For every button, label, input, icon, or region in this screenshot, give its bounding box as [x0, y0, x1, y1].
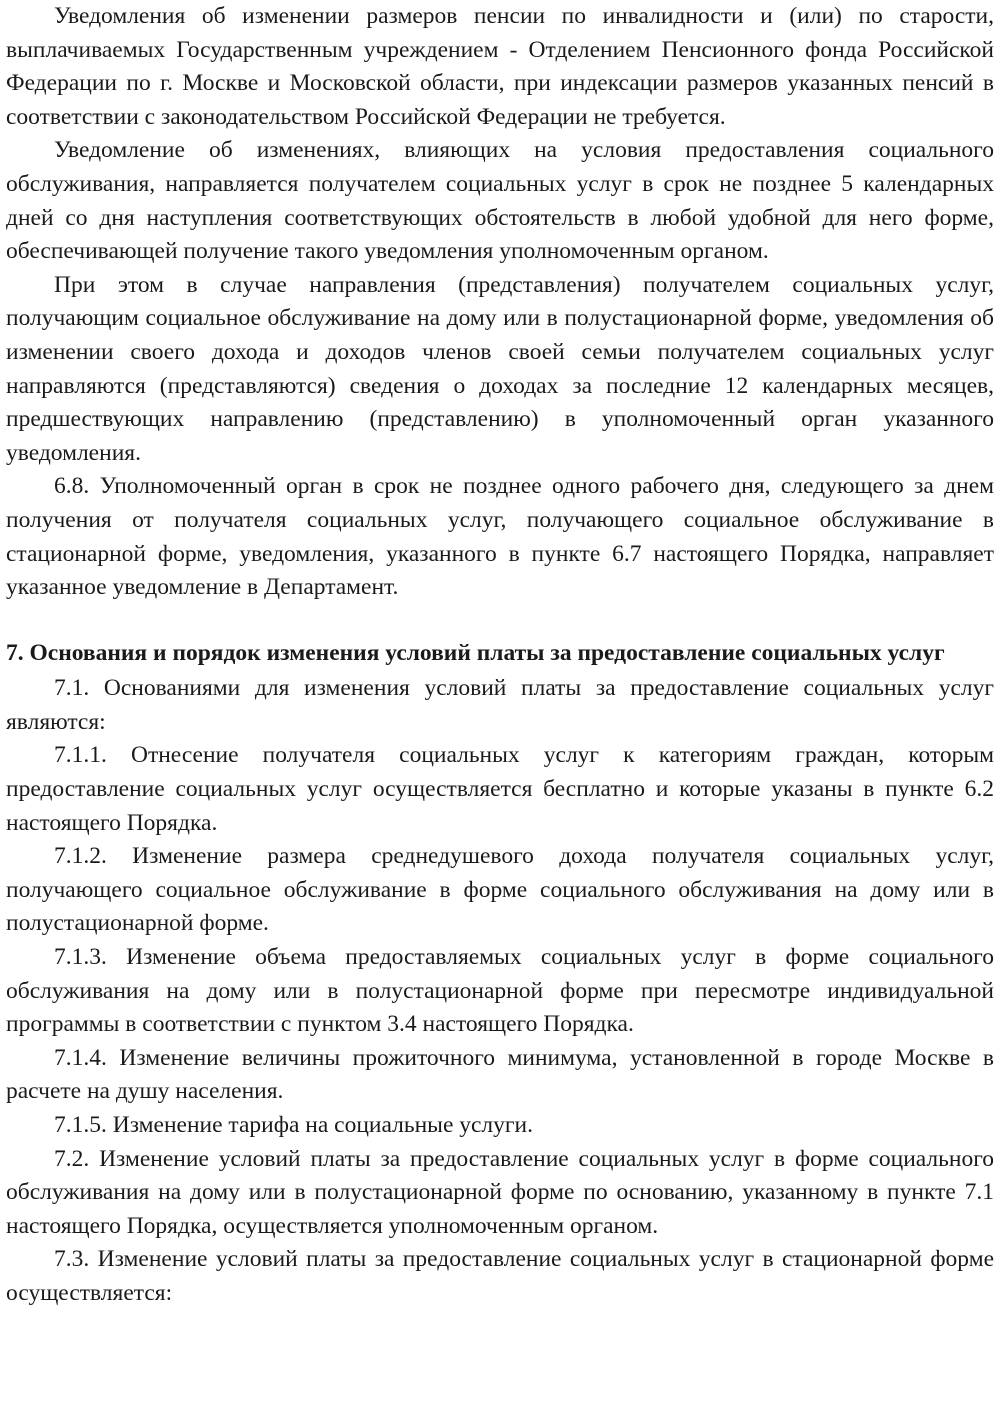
paragraph-7-1-4: 7.1.4. Изменение величины прожиточного минимума, установленной в городе Москве в расчете на душу населения. [6, 1044, 994, 1105]
section-spacer [6, 605, 994, 639]
document-page [6, 0, 994, 1311]
paragraph-7-1-1: 7.1.1. Отнесение получателя социальных услуг к категориям граждан, которым предоставление социальных услуг осуществляется бесплатно и которые указаны в пункте 6.2 настоящего Порядка. [6, 742, 994, 836]
paragraph-6-8: 6.8. Уполномоченный орган в срок не позднее одного рабочего дня, следующего за днем получения от получателя социальных услуг, получающего социальное обслуживание в стационарной форме, уведомления, указанного в пункте 6.7 настоящего Порядка, направляет указанное уведомление в Департамент. [6, 473, 994, 601]
paragraph-7-3: 7.3. Изменение условий платы за предоставление социальных услуг в стационарной форме осуществляется: [6, 1246, 994, 1306]
paragraph-7-1-3: 7.1.3. Изменение объема предоставляемых социальных услуг в форме социального обслуживания на дому или в полустационарной форме при пересмотре индивидуальной программы в соответствии с пунктом 3.4 настоящего Порядка. [6, 944, 994, 1038]
paragraph-notice-deadline: Уведомление об изменениях, влияющих на условия предоставления социального обслуживания, направляется получателем социальных услуг в срок не позднее 5 календарных дней со дня наступления соответствующих обстоятельств в любой удобной для него форме, обеспечивающей получение такого уведомления уполномоченным органом. [6, 137, 994, 265]
paragraph-income-notice: При этом в случае направления (представления) получателем социальных услуг, получающим социальное обслуживание на дому или в полустационарной форме, уведомления об изменении своего дохода и доходов членов своей семьи получателем социальных услуг направляются (представляются) сведения о доходах за последние 12 календарных месяцев, предшествующих направлению (представлению) в уполномоченный орган указанного уведомления. [6, 271, 994, 466]
paragraph-7-1: 7.1. Основаниями для изменения условий платы за предоставление социальных услуг являются: [6, 675, 994, 735]
paragraph-pension-notice: Уведомления об изменении размеров пенсии по инвалидности и (или) по старости, выплачиваемых Государственным учреждением - Отделением Пенсионного фонда Российской Федерации по г. Москве и Московской области, при индексации размеров указанных пенсий в соответствии с законодательством Российской Федерации не требуется. [6, 3, 994, 130]
section-heading-7: 7. Основания и порядок изменения условий платы за предоставление социальных услуг [6, 640, 945, 667]
paragraph-7-1-5: 7.1.5. Изменение тарифа на социальные услуги. [54, 1112, 533, 1138]
paragraph-7-1-2: 7.1.2. Изменение размера среднедушевого дохода получателя социальных услуг, получающего социальное обслуживание в форме социального обслуживания на дому или в полустационарной форме. [6, 843, 994, 937]
paragraph-7-2: 7.2. Изменение условий платы за предоставление социальных услуг в форме социального обслуживания на дому или в полустационарной форме по основанию, указанному в пункте 7.1 настоящего Порядка, осуществляется уполномоченным органом. [6, 1145, 994, 1239]
